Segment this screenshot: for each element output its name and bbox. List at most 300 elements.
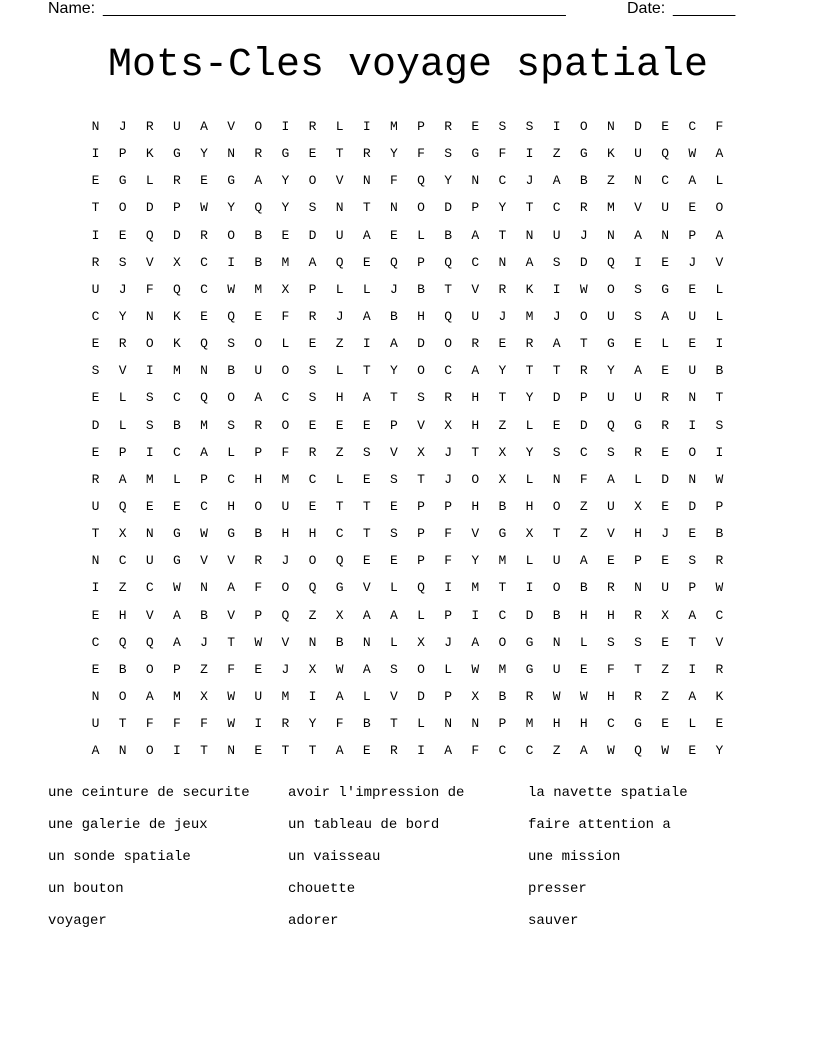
grid-letter: Q — [145, 227, 154, 243]
grid-letter: O — [417, 363, 425, 379]
grid-letter: G — [173, 553, 181, 569]
grid-letter: E — [200, 309, 208, 325]
grid-letter: M — [525, 716, 534, 732]
grid-letter: K — [715, 689, 724, 705]
grid-letter: S — [145, 417, 154, 433]
grid-letter: U — [552, 227, 561, 243]
grid-letter: U — [281, 499, 290, 515]
grid-letter: D — [579, 254, 588, 270]
grid-letter: I — [227, 254, 236, 270]
grid-letter: C — [91, 309, 100, 325]
grid-letter: A — [335, 743, 344, 759]
grid-letter: R — [525, 336, 534, 352]
grid-letter: S — [417, 390, 425, 406]
grid-letter: C — [91, 634, 100, 650]
grid-letter: A — [362, 661, 371, 677]
grid-letter: D — [417, 336, 425, 352]
grid-letter: K — [607, 146, 615, 162]
grid-letter: G — [118, 173, 127, 189]
grid-letter: O — [118, 200, 127, 216]
grid-letter: V — [227, 553, 236, 569]
grid-letter: M — [200, 417, 208, 433]
grid-letter: P — [308, 281, 317, 297]
grid-letter: F — [579, 471, 588, 487]
grid-letter: I — [91, 227, 100, 243]
grid-letter: T — [525, 200, 534, 216]
grid-letter: G — [525, 634, 534, 650]
word-list-item: sauver — [528, 913, 579, 929]
grid-letter: R — [634, 689, 642, 705]
grid-letter: Q — [200, 390, 208, 406]
word-row — [48, 777, 768, 809]
grid-letter: R — [634, 607, 642, 623]
grid-letter: F — [498, 146, 507, 162]
grid-letter: L — [715, 281, 724, 297]
grid-letter: A — [715, 227, 724, 243]
grid-letter: B — [390, 309, 398, 325]
grid-letter: E — [688, 526, 697, 542]
grid-letter: S — [91, 363, 100, 379]
grid-letter: S — [308, 363, 317, 379]
grid-letter: A — [552, 336, 561, 352]
grid-letter: N — [552, 634, 561, 650]
grid-letter: E — [200, 173, 208, 189]
grid-letter: X — [417, 634, 425, 650]
grid-letter: X — [471, 689, 480, 705]
grid-letter: A — [362, 607, 371, 623]
grid-letter: M — [281, 689, 290, 705]
grid-letter: W — [200, 200, 208, 216]
grid-letter: V — [281, 634, 290, 650]
grid-letter: C — [552, 200, 561, 216]
grid-letter: J — [498, 309, 507, 325]
grid-letter: Y — [498, 200, 507, 216]
grid-letter: M — [173, 363, 181, 379]
word-list-item: chouette — [288, 881, 356, 897]
grid-letter: L — [417, 607, 425, 623]
grid-letter: W — [607, 743, 615, 759]
grid-letter: P — [118, 444, 127, 460]
grid-letter: O — [118, 689, 127, 705]
grid-letter: A — [362, 309, 371, 325]
name-label: Name: — [48, 0, 96, 17]
grid-letter: Z — [118, 580, 127, 596]
grid-letter: C — [173, 390, 181, 406]
grid-letter: T — [552, 363, 561, 379]
grid-letter: O — [715, 200, 724, 216]
grid-letter: J — [444, 444, 453, 460]
grid-letter: R — [173, 173, 181, 189]
word-list-item: une ceinture de securite — [48, 785, 250, 801]
grid-letter: E — [552, 417, 561, 433]
grid-letter: U — [254, 689, 263, 705]
grid-letter: N — [525, 227, 534, 243]
grid-letter: W — [715, 471, 724, 487]
grid-letter: L — [390, 580, 398, 596]
grid-letter: R — [254, 146, 263, 162]
grid-letter: V — [227, 119, 236, 135]
grid-letter: C — [335, 526, 344, 542]
grid-letter: B — [173, 417, 181, 433]
grid-letter: P — [417, 526, 425, 542]
grid-row — [82, 222, 733, 249]
grid-letter: X — [498, 471, 507, 487]
grid-letter: F — [145, 716, 154, 732]
grid-letter: N — [688, 471, 697, 487]
grid-letter: T — [91, 200, 100, 216]
grid-letter: T — [91, 526, 100, 542]
grid-letter: P — [173, 200, 181, 216]
word-list-item: la navette spatiale — [528, 785, 688, 801]
grid-letter: N — [200, 363, 208, 379]
grid-letter: E — [688, 200, 697, 216]
grid-letter: V — [362, 580, 371, 596]
grid-letter: C — [579, 444, 588, 460]
grid-letter: G — [661, 281, 670, 297]
grid-letter: X — [173, 254, 181, 270]
grid-letter: H — [471, 417, 480, 433]
grid-letter: B — [254, 254, 263, 270]
grid-letter: E — [471, 119, 480, 135]
grid-letter: M — [525, 309, 534, 325]
grid-letter: A — [118, 471, 127, 487]
grid-letter: V — [471, 526, 480, 542]
grid-letter: M — [254, 281, 263, 297]
grid-letter: U — [607, 309, 615, 325]
grid-letter: C — [227, 471, 236, 487]
grid-letter: A — [362, 227, 371, 243]
grid-letter: N — [634, 580, 642, 596]
grid-letter: H — [607, 689, 615, 705]
grid-letter: I — [145, 444, 154, 460]
grid-letter: Z — [200, 661, 208, 677]
grid-letter: Z — [552, 743, 561, 759]
grid-letter: O — [281, 580, 290, 596]
grid-letter: J — [390, 281, 398, 297]
word-list-item: un sonde spatiale — [48, 849, 191, 865]
grid-letter: O — [579, 309, 588, 325]
grid-letter: J — [281, 553, 290, 569]
grid-letter: N — [444, 716, 453, 732]
grid-letter: E — [91, 173, 100, 189]
grid-letter: J — [444, 471, 453, 487]
grid-letter: F — [715, 119, 724, 135]
grid-letter: I — [362, 336, 371, 352]
grid-letter: N — [91, 689, 100, 705]
grid-row — [82, 737, 733, 764]
grid-letter: E — [688, 743, 697, 759]
grid-row — [82, 412, 733, 439]
grid-row — [82, 249, 733, 276]
grid-row — [82, 710, 733, 737]
grid-letter: D — [173, 227, 181, 243]
grid-letter: O — [227, 390, 236, 406]
grid-letter: W — [552, 689, 561, 705]
grid-letter: N — [91, 119, 100, 135]
grid-letter: Q — [335, 553, 344, 569]
grid-letter: L — [145, 173, 154, 189]
grid-letter: F — [444, 526, 453, 542]
word-list-item: un bouton — [48, 881, 124, 897]
grid-letter: D — [661, 471, 670, 487]
grid-letter: U — [688, 363, 697, 379]
grid-letter: O — [281, 417, 290, 433]
grid-letter: G — [173, 526, 181, 542]
grid-letter: A — [471, 634, 480, 650]
grid-letter: Y — [118, 309, 127, 325]
grid-letter: R — [715, 661, 724, 677]
grid-letter: L — [335, 119, 344, 135]
grid-letter: O — [417, 200, 425, 216]
grid-letter: N — [145, 526, 154, 542]
grid-letter: R — [444, 390, 453, 406]
grid-letter: Z — [552, 146, 561, 162]
grid-letter: I — [91, 580, 100, 596]
grid-letter: S — [498, 119, 507, 135]
grid-letter: U — [552, 553, 561, 569]
grid-letter: F — [281, 444, 290, 460]
grid-row — [82, 520, 733, 547]
grid-letter: F — [227, 661, 236, 677]
grid-letter: R — [91, 254, 100, 270]
grid-letter: V — [417, 417, 425, 433]
grid-letter: O — [444, 336, 453, 352]
grid-letter: X — [417, 444, 425, 460]
grid-letter: M — [173, 689, 181, 705]
grid-letter: T — [227, 634, 236, 650]
word-list-item: adorer — [288, 913, 339, 929]
grid-letter: E — [308, 417, 317, 433]
grid-letter: I — [444, 580, 453, 596]
grid-letter: A — [390, 336, 398, 352]
grid-letter: I — [715, 444, 724, 460]
grid-letter: F — [200, 716, 208, 732]
grid-letter: L — [688, 716, 697, 732]
grid-letter: N — [471, 173, 480, 189]
grid-letter: G — [634, 716, 642, 732]
grid-letter: U — [91, 281, 100, 297]
grid-letter: O — [607, 281, 615, 297]
grid-letter: S — [227, 417, 236, 433]
grid-letter: Y — [390, 146, 398, 162]
grid-letter: O — [552, 580, 561, 596]
grid-letter: I — [634, 254, 642, 270]
grid-letter: T — [390, 716, 398, 732]
grid-letter: L — [227, 444, 236, 460]
grid-letter: H — [227, 499, 236, 515]
grid-letter: A — [634, 363, 642, 379]
grid-letter: R — [579, 363, 588, 379]
grid-letter: R — [91, 471, 100, 487]
grid-row — [82, 330, 733, 357]
grid-letter: B — [417, 281, 425, 297]
grid-letter: A — [579, 743, 588, 759]
grid-letter: C — [173, 444, 181, 460]
grid-letter: P — [417, 553, 425, 569]
grid-letter: T — [335, 146, 344, 162]
grid-letter: W — [579, 281, 588, 297]
grid-letter: E — [335, 417, 344, 433]
grid-letter: A — [607, 471, 615, 487]
grid-letter: N — [308, 634, 317, 650]
grid-letter: E — [688, 281, 697, 297]
grid-letter: E — [91, 444, 100, 460]
grid-letter: T — [444, 281, 453, 297]
grid-letter: L — [335, 281, 344, 297]
grid-letter: Y — [390, 363, 398, 379]
word-list — [48, 777, 768, 937]
grid-letter: C — [607, 716, 615, 732]
grid-letter: Q — [335, 254, 344, 270]
grid-letter: E — [661, 499, 670, 515]
grid-letter: W — [335, 661, 344, 677]
grid-letter: E — [362, 471, 371, 487]
grid-row — [82, 140, 733, 167]
grid-letter: W — [200, 526, 208, 542]
grid-letter: E — [91, 336, 100, 352]
word-row — [48, 873, 768, 905]
grid-letter: C — [281, 390, 290, 406]
grid-letter: Q — [417, 580, 425, 596]
page-title: Mots-Cles voyage spatiale — [107, 43, 709, 88]
grid-letter: R — [308, 444, 317, 460]
grid-letter: Q — [634, 743, 642, 759]
grid-letter: T — [688, 634, 697, 650]
grid-letter: P — [444, 607, 453, 623]
grid-letter: W — [254, 634, 263, 650]
grid-letter: O — [498, 634, 507, 650]
grid-letter: T — [715, 390, 724, 406]
grid-letter: P — [417, 119, 425, 135]
grid-letter: C — [661, 173, 670, 189]
grid-letter: A — [634, 227, 642, 243]
grid-letter: B — [444, 227, 453, 243]
grid-letter: N — [362, 173, 371, 189]
grid-letter: S — [308, 200, 317, 216]
grid-letter: A — [390, 607, 398, 623]
grid-letter: E — [281, 227, 290, 243]
grid-letter: O — [552, 499, 561, 515]
grid-letter: D — [308, 227, 317, 243]
grid-letter: Q — [281, 607, 290, 623]
grid-letter: M — [498, 661, 507, 677]
grid-row — [82, 194, 733, 221]
grid-letter: Y — [498, 363, 507, 379]
grid-letter: N — [390, 200, 398, 216]
grid-letter: L — [634, 471, 642, 487]
grid-letter: N — [227, 146, 236, 162]
grid-letter: H — [335, 390, 344, 406]
grid-letter: I — [362, 119, 371, 135]
grid-letter: T — [552, 526, 561, 542]
grid-letter: N — [362, 634, 371, 650]
word-list-item: faire attention a — [528, 817, 671, 833]
grid-letter: P — [390, 417, 398, 433]
grid-letter: G — [498, 526, 507, 542]
grid-letter: W — [227, 716, 236, 732]
grid-letter: F — [390, 173, 398, 189]
word-list-item: presser — [528, 881, 587, 897]
grid-letter: U — [634, 146, 642, 162]
grid-letter: N — [471, 716, 480, 732]
grid-letter: O — [471, 471, 480, 487]
grid-letter: T — [498, 390, 507, 406]
grid-letter: Q — [607, 254, 615, 270]
grid-row — [82, 629, 733, 656]
grid-letter: T — [362, 526, 371, 542]
grid-letter: S — [634, 309, 642, 325]
grid-letter: Z — [661, 689, 670, 705]
grid-letter: H — [471, 390, 480, 406]
grid-letter: C — [200, 281, 208, 297]
grid-letter: Z — [607, 173, 615, 189]
grid-letter: E — [91, 661, 100, 677]
grid-letter: D — [91, 417, 100, 433]
grid-letter: C — [715, 607, 724, 623]
grid-letter: R — [200, 227, 208, 243]
grid-letter: B — [362, 716, 371, 732]
grid-letter: J — [525, 173, 534, 189]
grid-row — [82, 683, 733, 710]
grid-letter: I — [254, 716, 263, 732]
grid-letter: A — [715, 146, 724, 162]
grid-letter: C — [200, 499, 208, 515]
grid-letter: V — [715, 634, 724, 650]
grid-letter: S — [552, 444, 561, 460]
grid-letter: A — [471, 227, 480, 243]
grid-letter: L — [362, 689, 371, 705]
grid-letter: H — [552, 716, 561, 732]
grid-letter: E — [661, 553, 670, 569]
grid-letter: H — [607, 607, 615, 623]
grid-letter: Y — [525, 444, 534, 460]
grid-letter: S — [552, 254, 561, 270]
grid-letter: N — [145, 309, 154, 325]
grid-letter: E — [661, 363, 670, 379]
grid-row — [82, 574, 733, 601]
grid-letter: Y — [281, 200, 290, 216]
grid-letter: A — [254, 173, 263, 189]
grid-letter: U — [173, 119, 181, 135]
grid-letter: D — [417, 689, 425, 705]
grid-letter: E — [362, 743, 371, 759]
grid-letter: E — [498, 336, 507, 352]
grid-letter: U — [471, 309, 480, 325]
grid-letter: F — [444, 553, 453, 569]
grid-letter: P — [444, 689, 453, 705]
grid-letter: L — [173, 471, 181, 487]
grid-letter: U — [607, 499, 615, 515]
grid-letter: M — [145, 471, 154, 487]
grid-letter: X — [200, 689, 208, 705]
grid-letter: A — [335, 689, 344, 705]
grid-letter: A — [579, 553, 588, 569]
word-row — [48, 905, 768, 937]
grid-letter: K — [173, 309, 181, 325]
grid-letter: X — [661, 607, 670, 623]
grid-letter: Q — [227, 309, 236, 325]
grid-letter: S — [634, 634, 642, 650]
grid-letter: J — [200, 634, 208, 650]
grid-letter: F — [145, 281, 154, 297]
grid-letter: G — [335, 580, 344, 596]
grid-letter: I — [688, 661, 697, 677]
grid-letter: L — [417, 716, 425, 732]
grid-letter: E — [661, 716, 670, 732]
grid-letter: E — [173, 499, 181, 515]
grid-letter: V — [145, 607, 154, 623]
grid-letter: A — [362, 390, 371, 406]
